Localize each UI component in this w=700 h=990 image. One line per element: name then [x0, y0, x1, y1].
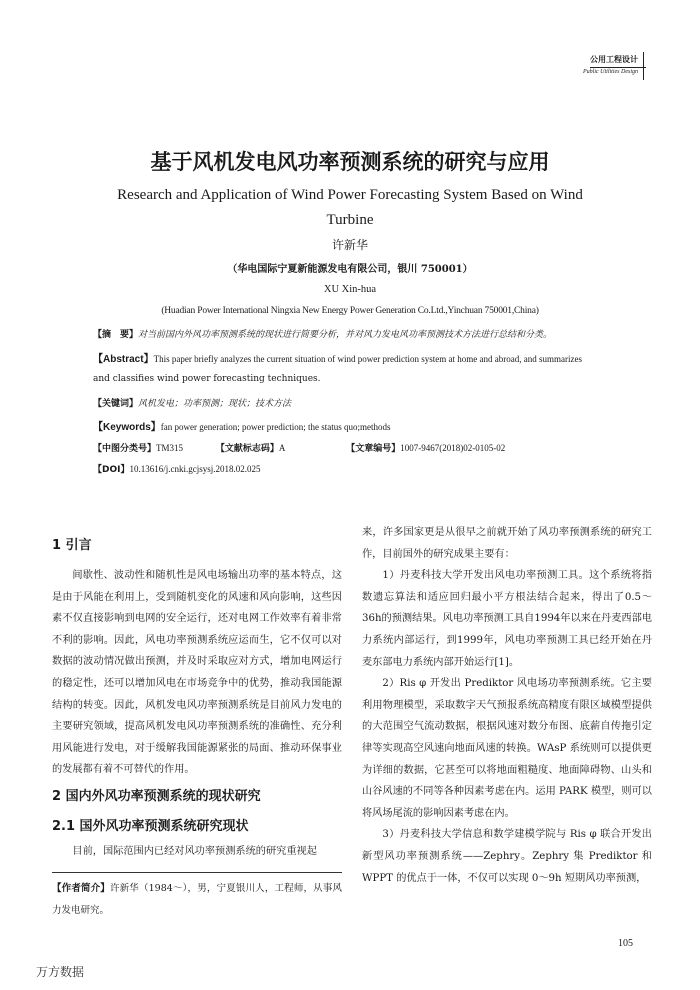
article-no-value: 1007-9467(2018)02-0105-02: [400, 443, 506, 453]
section-1-title: 1 引言: [52, 538, 92, 553]
right-column: [362, 522, 652, 889]
keywords-cn: [93, 396, 623, 409]
section-2-1-title: 2.1 国外风功率预测系统研究现状: [52, 818, 249, 834]
affiliation-en: (Huadian Power International Ningxia New Energy Power Generation Co.Ltd.,Yinchuan 750001,China): [161, 306, 539, 316]
abstract-cn-label: 【摘 要】: [93, 330, 139, 340]
author-en: XU Xin-hua: [323, 284, 377, 295]
doi-label: 【DOI】: [93, 465, 130, 475]
abstract-en-label: 【Abstract】: [93, 354, 154, 365]
keywords-en: [93, 418, 623, 433]
affiliation-cn: （华电国际宁夏新能源发电有限公司，银川 750001）: [227, 264, 473, 275]
header-rule: [590, 67, 646, 68]
doi-value: 10.13616/j.cnki.gcjsysj.2018.02.025: [129, 464, 261, 474]
abstract-cn: [93, 327, 623, 340]
keywords-en-text: fan power generation; power prediction; the status quo;methods: [160, 422, 391, 432]
right-paragraph-2: 2）Ris φ 开发出 Prediktor 风电场功率预测系统。它主要利用物理模型，采取数字天气预报系统高精度有限区域模型提供的大范围空气流动数据，根据风速对数分布图、底薪自传拖引定律等实现高空风速向地面风速的转换。WAsP 系统则可以提供更为详细的数据，它甚至可以将地面粗糙度、地面障碍物、山头和山谷风速的不同等各种因素考虑在内。运用 PARK 模型，则可以将风场尾流的影响因素考虑在内。: [362, 678, 652, 819]
abstract-en: [93, 350, 623, 365]
doc-code-label: 【文献标志码】: [215, 444, 279, 454]
section-2-1-paragraph: 目前，国际范围内已经对风功率预测系统的研究重视起: [72, 845, 317, 857]
right-paragraph-3: 3）丹麦科技大学信息和数学建模学院与 Ris φ 联合开发出新型风功率预测系统——Zephry。Zephry 集 Prediktor 和 WPPT 的优点于一体，不仅可以实现 0～9h 短期风功率预测，: [362, 829, 652, 884]
author-cn: 许新华: [331, 238, 368, 252]
wanfang-watermark: 万方数据: [36, 965, 85, 979]
clc-label: 【中图分类号】: [93, 444, 157, 454]
right-paragraph-0: 来，许多国家更是从很早之前就开始了风功率预测系统的研究工作，目前国外的研究成果主要有：: [362, 527, 652, 560]
footnote-label: 【作者简介】: [52, 883, 110, 894]
left-column: [52, 532, 342, 863]
paper-title-en: Research and Application of Wind Power Forecasting System Based on Wind Turbine: [117, 187, 583, 228]
section-2-title: 2 国内外风功率预测系统的现状研究: [52, 788, 261, 804]
clc-value: TM315: [156, 443, 184, 453]
footnote-rule: [52, 872, 342, 873]
article-no-label: 【文章编号】: [346, 444, 401, 454]
keywords-en-label: 【Keywords】: [93, 422, 161, 433]
doi-row: [93, 462, 623, 475]
header-bar: [643, 52, 644, 80]
classification-row: [93, 441, 623, 454]
author-footnote: [52, 878, 342, 922]
paper-title-cn: 基于风机发电风功率预测系统的研究与应用: [150, 150, 550, 174]
right-paragraph-1: 1）丹麦科技大学开发出风电功率预测工具。这个系统将指数遗忘算法和适应回归最小平方根法结合起来，得出了0.5～36h的预测结果。风电功率预测工具自1994年以来在丹麦西部电力系统内部运行，到1999年，风电功率预测工具已经开始在丹麦东部电力系统内部开始运行[1]。: [362, 570, 652, 668]
page-number: 105: [618, 938, 633, 949]
keywords-cn-text: 风机发电；功率预测；现状；技术方法: [138, 399, 292, 409]
doc-code-value: A: [278, 443, 286, 453]
footnote-text: 许新华（1984～），男，宁夏银川人，工程师，从事风力发电研究。: [52, 883, 342, 916]
abstract-en-text-2: and classifies wind power forecasting techniques.: [93, 374, 321, 384]
abstract-en-text-1: This paper briefly analyzes the current situation of wind power prediction system at home and abroad, and summarizes: [153, 354, 582, 364]
journal-name-en: Public Utilities Design: [583, 69, 638, 75]
keywords-cn-label: 【关键词】: [93, 399, 139, 409]
journal-name-cn: 公用工程设计: [590, 55, 638, 64]
section-1-paragraph: 间歇性、波动性和随机性是风电场输出功率的基本特点，这是由于风能在利用上，受到随机变化的风速和风向影响，这些因素不仅直接影响到电网的安全运行，还对电网工作效率有着非常不利的影响。因此，风电功率预测系统应运而生，它不仅可以对数据的波动情况做出预测，并及时采取应对方式，增加电网运行的稳定性，还可以增加风电在市场竞争中的优势，推动我国能源结构的转变。因此，风机发电风功率预测系统是目前风力发电的主要研究领域，提高风机发电风功率预测系统的准确性、充分利用风能进行发电，对于缓解我国能源紧张的局面、推动环保事业的发展都有着不可替代的作用。: [52, 570, 342, 776]
abstract-cn-text: 对当前国内外风功率预测系统的现状进行简要分析，并对风力发电风功率预测技术方法进行总结和分类。: [138, 330, 553, 340]
